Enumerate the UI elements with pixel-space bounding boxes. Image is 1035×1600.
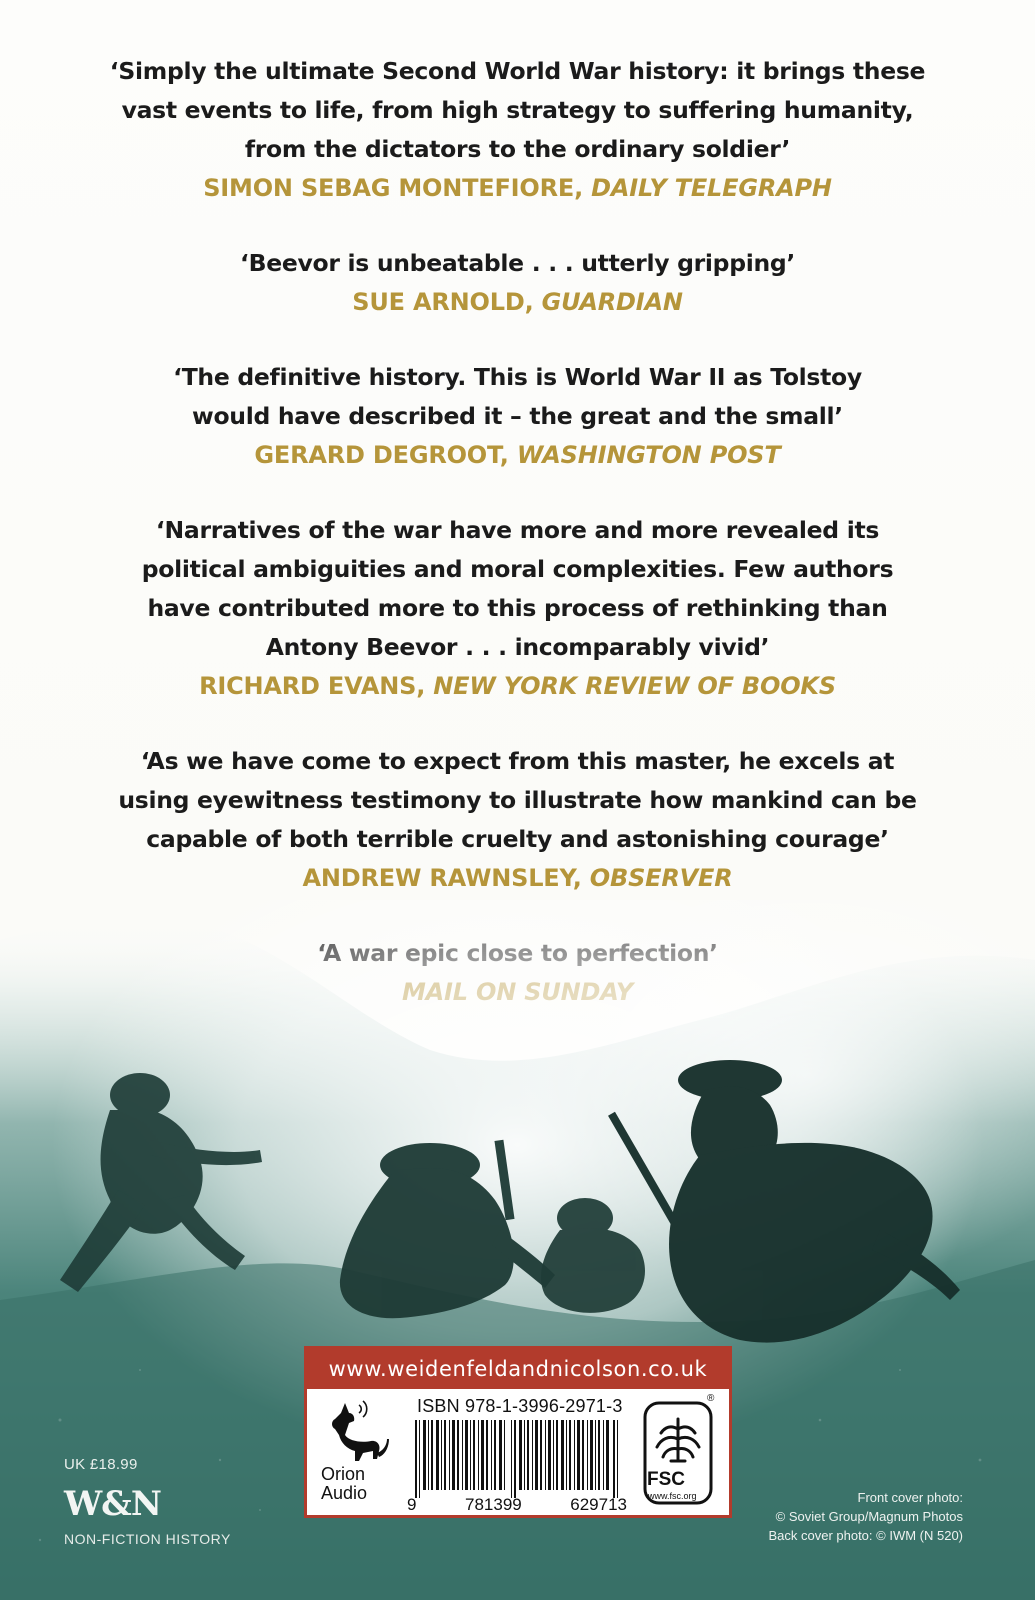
barcode (407, 1420, 627, 1498)
quote-attribution (68, 436, 968, 475)
quote-publication: DAILY TELEGRAPH (591, 174, 832, 202)
barcode-digit-group: 781399 (465, 1495, 522, 1514)
isbn-text: ISBN 978-1-3996-2971-3 (417, 1396, 623, 1416)
quote-publication: OBSERVER (589, 864, 733, 892)
fsc-url: www.fsc.org (648, 1491, 697, 1501)
quote-attribution (68, 859, 968, 898)
review-quote (68, 52, 968, 208)
review-quote (68, 742, 968, 898)
quote-attribution (68, 169, 968, 208)
registered-mark: ® (707, 1393, 715, 1404)
quote-text: ‘As we have come to expect from this master, he excels at using eyewitness testimony to illustrate how mankind can be capable of both terrible cruelty and astonishing courage’ (118, 747, 917, 853)
quote-publication: NEW YORK REVIEW OF BOOKS (433, 672, 836, 700)
credit-line: © Soviet Group/Magnum Photos (775, 1509, 963, 1524)
quote-author: SIMON SEBAG MONTEFIORE, (203, 174, 584, 202)
barcode-digit-group: 9 (407, 1495, 417, 1514)
orion-audio-label: Orion Audio (321, 1464, 368, 1503)
quote-text: ‘The definitive history. This is World War II as Tolstoy would have described it – the great and the small’ (173, 363, 862, 430)
barcode-digit-group: 629713 (570, 1495, 627, 1514)
fsc-label: FSC (647, 1469, 685, 1490)
review-quote (68, 358, 968, 475)
barcode-number (407, 1495, 627, 1515)
quote-author: ANDREW RAWNSLEY, (302, 864, 582, 892)
quote-publication: WASHINGTON POST (516, 441, 781, 469)
quote-text: ‘Simply the ultimate Second World War history: it brings these vast events to life, from high strategy to suffering humanity, from the dictators to the ordinary soldier’ (109, 57, 926, 163)
quote-attribution (68, 667, 968, 706)
review-quote (68, 244, 968, 322)
credit-line: Back cover photo: © IWM (N 520) (768, 1528, 963, 1543)
photo-credits (768, 1488, 963, 1545)
publisher-logo: W&N (64, 1484, 161, 1524)
quote-text: ‘Narratives of the war have more and more revealed its political ambiguities and moral complexities. Few authors have contributed more to this process of rethinking than Antony Beevor . . . incomparably vivid’ (141, 516, 894, 661)
barcode-panel (304, 1346, 732, 1518)
publisher-url[interactable]: www.weidenfeldandnicolson.co.uk (307, 1349, 729, 1389)
review-quote (68, 511, 968, 706)
quote-author: SUE ARNOLD, (352, 288, 534, 316)
quote-publication: GUARDIAN (541, 288, 683, 316)
credit-line: Front cover photo: (857, 1490, 963, 1505)
quote-author: GERARD DEGROOT, (254, 441, 509, 469)
category-label: NON-FICTION HISTORY (64, 1531, 231, 1547)
review-quotes (0, 52, 1035, 1012)
price-label: UK £18.99 (64, 1456, 138, 1473)
quote-attribution (68, 283, 968, 322)
quote-author: RICHARD EVANS, (199, 672, 426, 700)
quote-text: ‘Beevor is unbeatable . . . utterly gripping’ (239, 249, 796, 277)
